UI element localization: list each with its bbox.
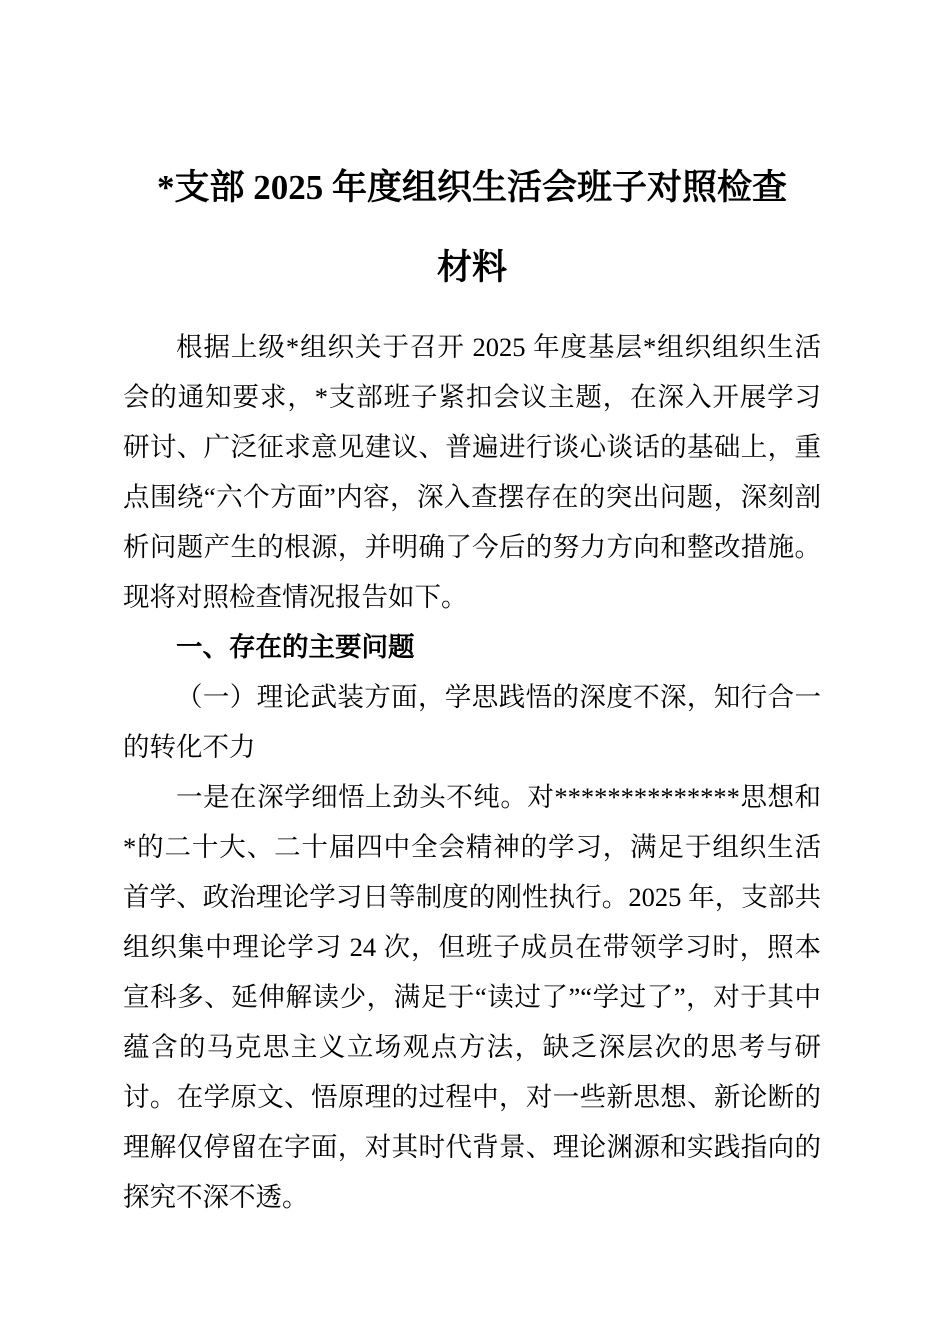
section-1-heading: 一、存在的主要问题 bbox=[176, 632, 415, 662]
document-body bbox=[123, 322, 821, 1222]
intro-paragraph: 根据上级*组织关于召开 2025 年度基层*组织组织生活会的通知要求，*支部班子紧扣会议主题，在深入开展学习研讨、广泛征求意见建议、普遍进行谈心谈话的基础上，重点围绕“六个方面”内容，深入查摆存在的突出问题，深刻剖析问题产生的根源，并明确了今后的努力方向和整改措施。现将对照检查情况报告如下。 bbox=[123, 332, 821, 612]
document-title-line-1: *支部 2025 年度组织生活会班子对照检查 bbox=[156, 168, 787, 207]
document-title-line-2: 材料 bbox=[436, 248, 507, 287]
subsection-1-heading: （一）理论武装方面，学思践悟的深度不深，知行合一的转化不力 bbox=[123, 682, 821, 762]
document-title bbox=[123, 148, 821, 308]
subsection-1-paragraph-1: 一是在深学细悟上劲头不纯。对**************思想和*的二十大、二十届四中全会精神的学习，满足于组织生活首学、政治理论学习日等制度的刚性执行。2025 年，支部共组织集中理论学习 24 次，但班子成员在带领学习时，照本宣科多、延伸解读少，满足于“读过了”“学过了”，对于其中蕴含的马克思主义立场观点方法，缺乏深层次的思考与研讨。在学原文、悟原理的过程中，对一些新思想、新论断的理解仅停留在字面，对其时代背景、理论渊源和实践指向的探究不深不透。 bbox=[123, 782, 821, 1212]
